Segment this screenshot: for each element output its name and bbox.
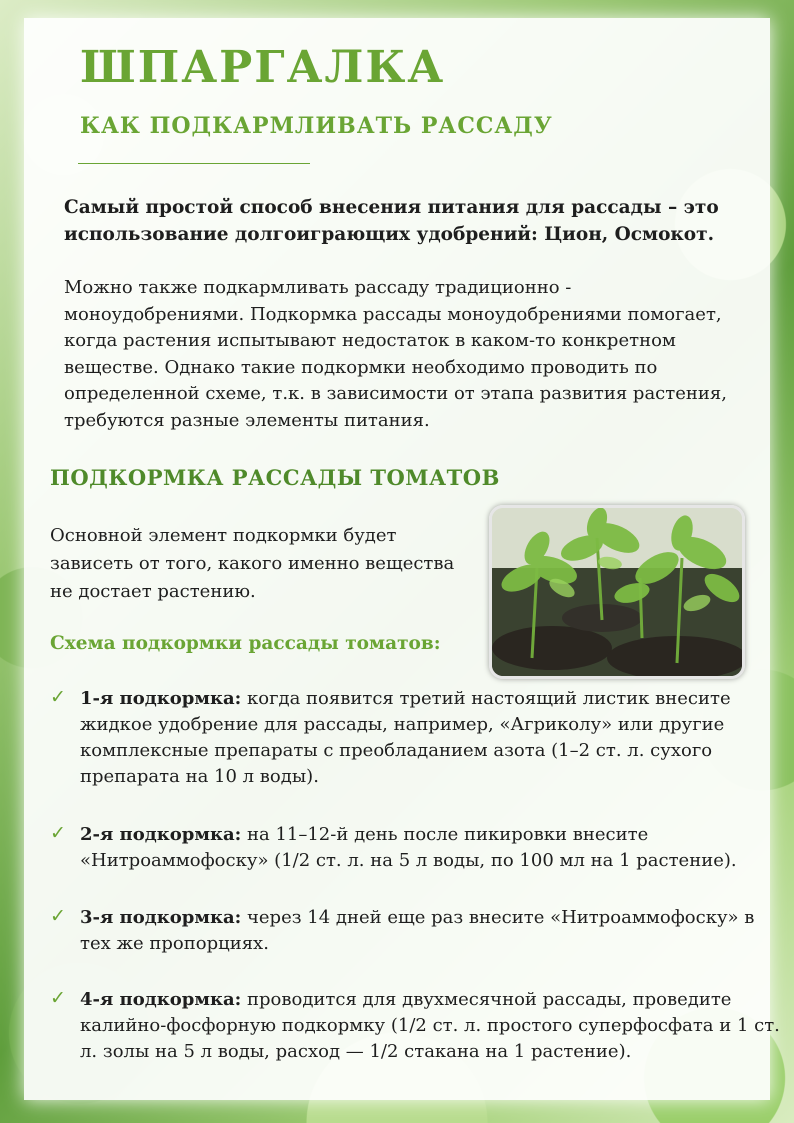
section-intro-paragraph: Основной элемент подкормки будет зависеть от того, какого именно вещества не достает растению. — [50, 525, 455, 602]
check-icon: ✓ — [50, 905, 66, 927]
intro-bold-paragraph: Самый простой способ внесения питания для рассады – это использование долгоиграющих удобрений: Цион, Осмокот. — [64, 197, 719, 245]
step-item-4 — [80, 987, 780, 1065]
step-text: на 11–12-й день после пикировки внесите «Нитроаммофоску» (1/2 ст. л. на 5 л воды, по 100 мл на 1 растение). — [80, 824, 737, 871]
step-label: 3-я подкормка: — [80, 907, 242, 928]
step-label: 2-я подкормка: — [80, 824, 242, 845]
scheme-heading: Схема подкормки рассады томатов: — [50, 633, 441, 654]
check-icon: ✓ — [50, 822, 66, 844]
step-item-1 — [80, 686, 780, 790]
step-label: 1-я подкормка: — [80, 688, 242, 709]
step-item-3 — [80, 905, 780, 957]
step-text: через 14 дней еще раз внесите «Нитроаммофоску» в тех же пропорциях. — [80, 907, 755, 954]
seedlings-illustration — [492, 508, 742, 676]
step-label: 4-я подкормка: — [80, 989, 242, 1010]
tomato-seedlings-photo — [489, 505, 745, 679]
title-divider — [78, 163, 310, 164]
step-item-2 — [80, 822, 780, 874]
page-title: ШПАРГАЛКА — [80, 42, 446, 93]
check-icon: ✓ — [50, 686, 66, 708]
step-text: когда появится третий настоящий листик внесите жидкое удобрение для рассады, например, «Агриколу» или другие комплексные препараты с преобладанием азота (1–2 ст. л. сухого препарата на 10 л воды). — [80, 688, 731, 787]
page-subtitle: КАК ПОДКАРМЛИВАТЬ РАССАДУ — [80, 113, 553, 139]
section-heading-tomatoes: ПОДКОРМКА РАССАДЫ ТОМАТОВ — [50, 465, 500, 490]
check-icon: ✓ — [50, 987, 66, 1009]
step-text: проводится для двухмесячной рассады, проведите калийно-фосфорную подкормку (1/2 ст. л. простого суперфосфата и 1 ст. л. золы на 5 л воды, расход — 1/2 стакана на 1 растение). — [80, 989, 780, 1062]
intro-paragraph: Можно также подкармливать рассаду традиционно - моноудобрениями. Подкормка рассады моноудобрениями помогает, когда растения испытывают недостаток в каком-то конкретном веществе. Однако такие подкормки необходимо проводить по определенной схеме, т.к. в зависимости от этапа развития растения, требуются разные элементы питания. — [64, 277, 727, 431]
